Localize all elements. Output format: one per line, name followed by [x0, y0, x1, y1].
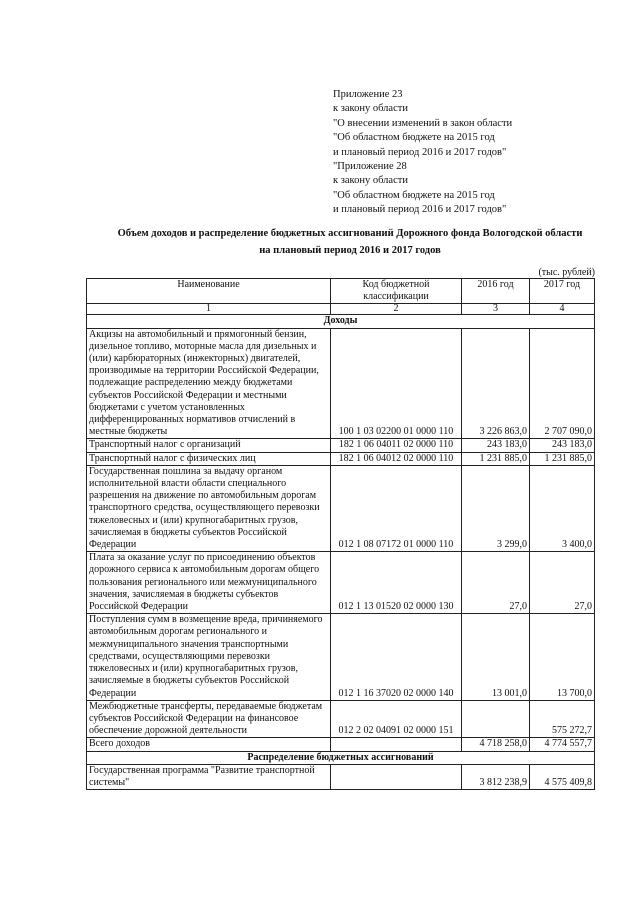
distribution-section-row [87, 751, 595, 764]
header-2016: 2016 год [462, 279, 530, 304]
appendix-line: и плановый период 2016 и 2017 годов" [333, 146, 507, 158]
program-code [331, 764, 462, 789]
row-code: 012 2 02 04091 02 0000 151 [331, 700, 462, 738]
total-2017: 4 774 557,7 [530, 738, 595, 751]
distribution-section-title: Распределение бюджетных ассигнований [87, 751, 595, 764]
table-row [87, 614, 595, 700]
appendix-line: "Приложение 28 [333, 161, 407, 173]
title-line-1: Объем доходов и распределение бюджетных ассигнований Дорожного фонда Вологодской области [117, 228, 583, 239]
column-index: 1 [87, 304, 331, 315]
appendix-line: к закону области [333, 103, 408, 115]
appendix-line: "О внесении изменений в закон области [333, 117, 513, 129]
row-name: Транспортный налог с физических лиц [87, 452, 331, 465]
table-row [87, 452, 595, 465]
total-label: Всего доходов [87, 738, 331, 751]
units-note: (тыс. рублей) [538, 267, 595, 278]
total-2016: 4 718 258,0 [462, 738, 530, 751]
table-row [87, 552, 595, 614]
budget-table [86, 278, 595, 790]
row-2017: 243 183,0 [530, 439, 595, 452]
table-row [87, 700, 595, 738]
table-row [87, 465, 595, 551]
program-2016: 3 812 238,9 [462, 764, 530, 789]
row-2016: 13 001,0 [462, 614, 530, 700]
program-2017: 4 575 409,8 [530, 764, 595, 789]
row-2016: 3 226 863,0 [462, 328, 530, 439]
document-title [60, 225, 640, 259]
row-2016: 243 183,0 [462, 439, 530, 452]
column-index: 4 [530, 304, 595, 315]
table-row [87, 439, 595, 452]
row-2017: 27,0 [530, 552, 595, 614]
row-2017: 13 700,0 [530, 614, 595, 700]
title-line-2: на плановый период 2016 и 2017 годов [259, 245, 441, 256]
row-name: Поступления сумм в возмещение вреда, причиняемого автомобильным дорогам регионального и межмуниципального значения транспортными средствами, осуществляющими перевозки тяжеловесных и (или) крупногабаритных грузов, зачисляемые в бюджеты субъектов Российской Федерации [87, 614, 331, 700]
row-code: 012 1 08 07172 01 0000 110 [331, 465, 462, 551]
appendix-line: и плановый период 2016 и 2017 годов" [333, 204, 507, 216]
row-name: Межбюджетные трансферты, передаваемые бюджетам субъектов Российской Федерации на финансовое обеспечение дорожной деятельности [87, 700, 331, 738]
row-2017: 2 707 090,0 [530, 328, 595, 439]
row-name: Транспортный налог с организаций [87, 439, 331, 452]
row-code: 012 1 16 37020 02 0000 140 [331, 614, 462, 700]
row-2016: 3 299,0 [462, 465, 530, 551]
row-name: Плата за оказание услуг по присоединению объектов дорожного сервиса к автомобильным дорогам общего пользования регионального или межмуниципального значения, зачисляемая в бюджеты субъектов Российской Федерации [87, 552, 331, 614]
appendix-line: "Об областном бюджете на 2015 год [333, 189, 495, 201]
row-2017: 575 272,7 [530, 700, 595, 738]
row-2016: 1 231 885,0 [462, 452, 530, 465]
row-name: Акцизы на автомобильный и прямогонный бензин, дизельное топливо, моторные масла для дизельных и (или) карбюраторных (инжекторных) двигателей, производимые на территории Российской Федерации, подлежащие распределению между бюджетами субъектов Российской Федерации и местными бюджетами с учетом установленных дифференцированных нормативов отчислений в местные бюджеты [87, 328, 331, 439]
income-section-title: Доходы [87, 315, 595, 328]
column-index-row [87, 304, 595, 315]
header-2017: 2017 год [530, 279, 595, 304]
column-index: 2 [331, 304, 462, 315]
program-row [87, 764, 595, 789]
header-name: Наименование [87, 279, 331, 304]
column-index: 3 [462, 304, 530, 315]
row-2017: 1 231 885,0 [530, 452, 595, 465]
appendix-line: Приложение 23 [333, 89, 403, 100]
row-2016 [462, 700, 530, 738]
program-name: Государственная программа "Развитие транспортной системы" [87, 764, 331, 789]
header-code: Код бюджетной классификации [331, 279, 462, 304]
row-code: 012 1 13 01520 02 0000 130 [331, 552, 462, 614]
total-code [331, 738, 462, 751]
row-2017: 3 400,0 [530, 465, 595, 551]
income-section-row [87, 315, 595, 328]
row-code: 182 1 06 04011 02 0000 110 [331, 439, 462, 452]
appendix-note [333, 88, 512, 218]
row-code: 100 1 03 02200 01 0000 110 [331, 328, 462, 439]
table-row [87, 328, 595, 439]
row-2016: 27,0 [462, 552, 530, 614]
total-row [87, 738, 595, 751]
appendix-line: "Об областном бюджете на 2015 год [333, 132, 495, 144]
table-header-row [87, 279, 595, 304]
appendix-line: к закону области [333, 175, 408, 187]
row-code: 182 1 06 04012 02 0000 110 [331, 452, 462, 465]
row-name: Государственная пошлина за выдачу органом исполнительной власти области специального разрешения на движение по автомобильным дорогам транспортного средства, осуществляющего перевозки тяжеловесных и (или) крупногабаритных грузов, зачисляемая в бюджеты субъектов Российской Федерации [87, 465, 331, 551]
